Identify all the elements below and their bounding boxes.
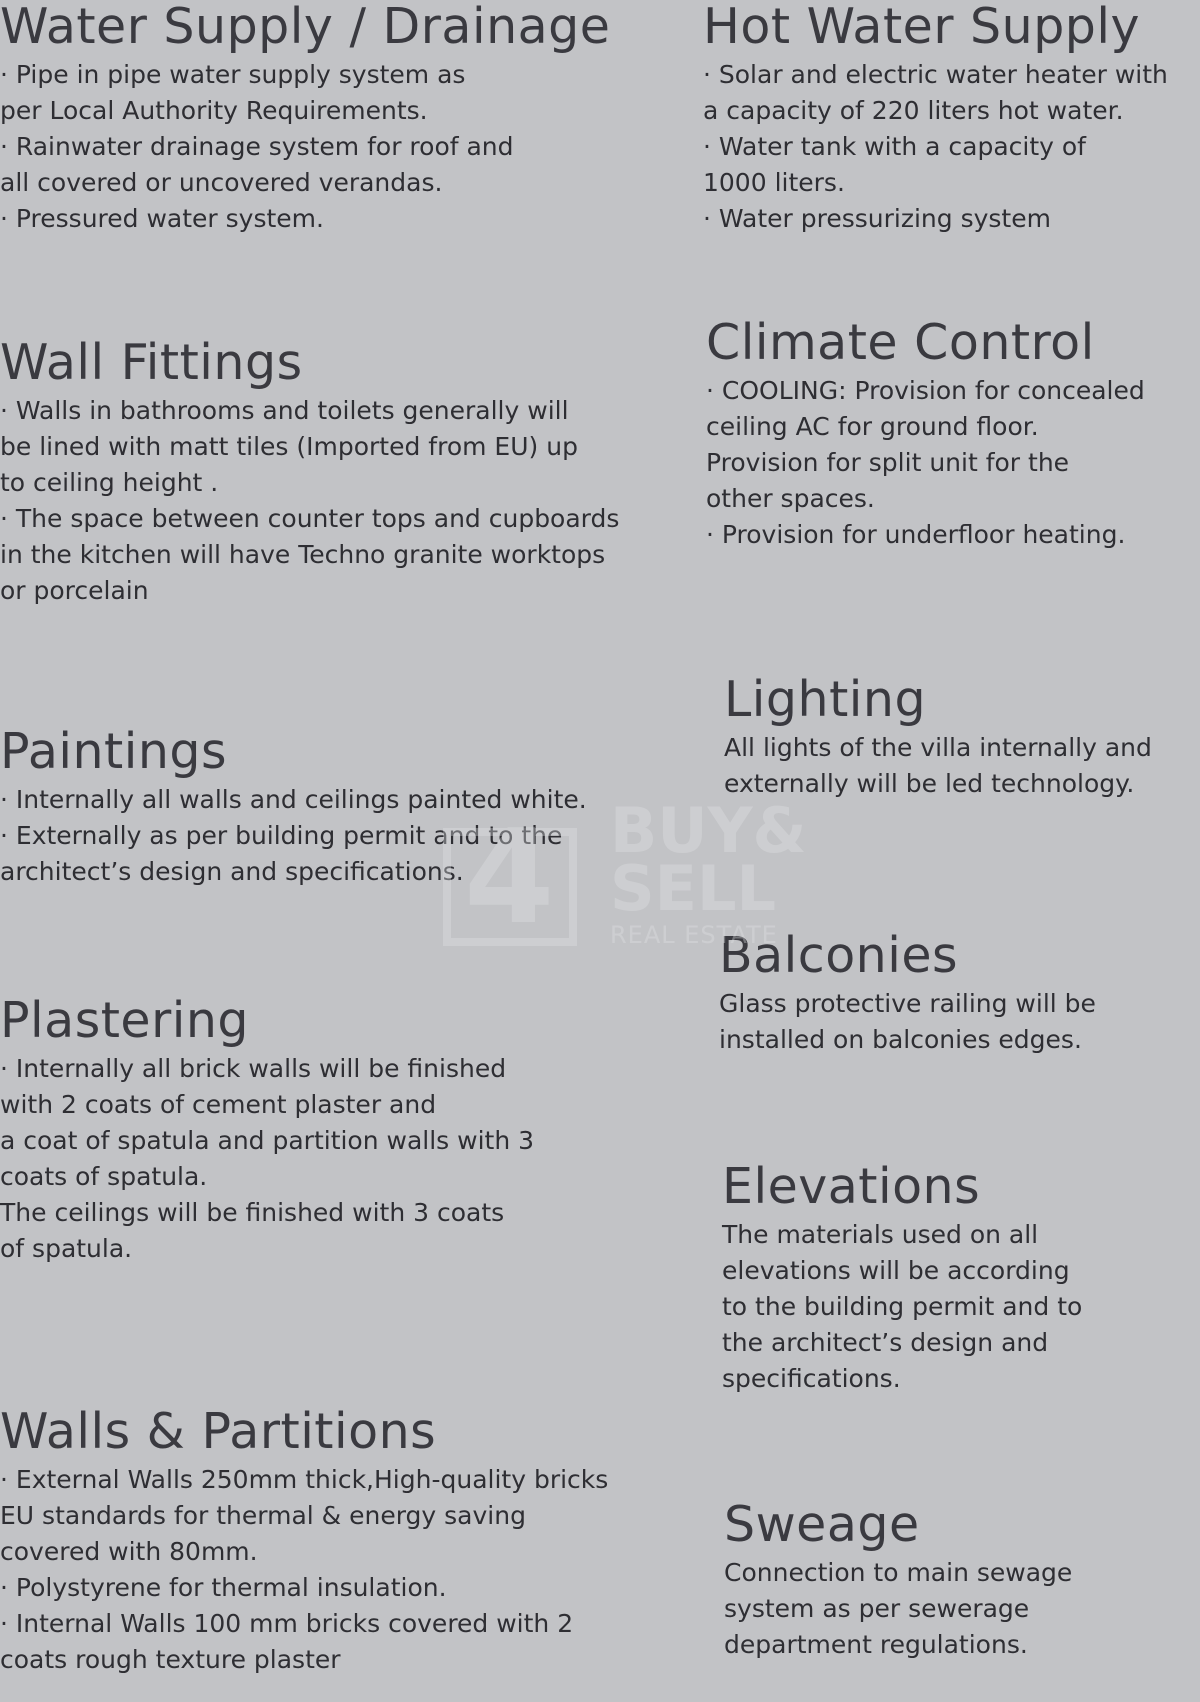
- section-title: Balconies: [719, 927, 959, 984]
- section-title: Paintings: [0, 723, 228, 780]
- section-title: Hot Water Supply: [703, 0, 1141, 55]
- section-line: elevations will be according: [722, 1255, 1070, 1285]
- watermark-line: BUY&: [610, 794, 807, 867]
- section-title: Water Supply / Drainage: [0, 0, 611, 55]
- section-line: ceiling AC for ground floor.: [706, 411, 1039, 441]
- section-plastering: [0, 992, 534, 1267]
- section-line: · The space between counter tops and cupboards: [0, 503, 620, 533]
- section-line: · Internal Walls 100 mm bricks covered with 2: [0, 1608, 574, 1638]
- section-line: Provision for split unit for the: [706, 447, 1070, 477]
- section-line: · Polystyrene for thermal insulation.: [0, 1572, 447, 1602]
- section-line: a capacity of 220 liters hot water.: [703, 95, 1124, 125]
- section-line: in the kitchen will have Techno granite worktops: [0, 539, 606, 569]
- section-line: department regulations.: [724, 1629, 1028, 1659]
- section-line: Connection to main sewage: [724, 1557, 1073, 1587]
- section-line: specifications.: [722, 1363, 901, 1393]
- section-line: of spatula.: [0, 1233, 133, 1263]
- section-line: to ceiling height .: [0, 467, 219, 497]
- section-wall-fittings: [0, 334, 619, 609]
- section-title: Wall Fittings: [0, 334, 303, 391]
- section-line: · Internally all brick walls will be finished: [0, 1053, 507, 1083]
- section-line: · COOLING: Provision for concealed: [706, 375, 1145, 405]
- section-line: · Provision for underfloor heating.: [706, 519, 1126, 549]
- section-line: or porcelain: [0, 575, 149, 605]
- section-line: Glass protective railing will be: [719, 988, 1096, 1018]
- section-line: · Pipe in pipe water supply system as: [0, 59, 466, 89]
- section-title: Plastering: [0, 992, 249, 1049]
- section-title: Lighting: [724, 671, 927, 728]
- section-water-supply: [0, 0, 610, 237]
- section-line: All lights of the villa internally and: [724, 732, 1152, 762]
- watermark-number: 4: [464, 801, 555, 953]
- section-line: the architect’s design and: [722, 1327, 1049, 1357]
- section-line: · Solar and electric water heater with: [703, 59, 1168, 89]
- section-line: · Pressured water system.: [0, 203, 324, 233]
- section-line: architect’s design and specifications.: [0, 856, 464, 886]
- section-line: be lined with matt tiles (Imported from EU) up: [0, 431, 578, 461]
- section-line: · Water pressurizing system: [703, 203, 1051, 233]
- section-line: to the building permit and to: [722, 1291, 1083, 1321]
- section-title: Sweage: [724, 1496, 920, 1553]
- section-line: installed on balconies edges.: [719, 1024, 1082, 1054]
- section-line: · Walls in bathrooms and toilets generally will: [0, 395, 569, 425]
- section-sweage: [724, 1496, 1072, 1663]
- section-line: EU standards for thermal & energy saving: [0, 1500, 526, 1530]
- section-line: system as per sewerage: [724, 1593, 1030, 1623]
- section-walls-partitions: [0, 1403, 608, 1678]
- section-hot-water: [703, 0, 1168, 237]
- section-lighting: [724, 671, 1152, 802]
- section-line: all covered or uncovered verandas.: [0, 167, 443, 197]
- watermark-line: SELL: [610, 852, 777, 925]
- section-line: · Rainwater drainage system for roof and: [0, 131, 514, 161]
- section-line: The ceilings will be finished with 3 coats: [0, 1197, 505, 1227]
- watermark-line: REAL ESTATE: [610, 921, 778, 949]
- section-title: Elevations: [722, 1158, 981, 1215]
- section-line: a coat of spatula and partition walls with 3: [0, 1125, 535, 1155]
- section-line: other spaces.: [706, 483, 875, 513]
- section-line: · Externally as per building permit and to the: [0, 820, 563, 850]
- section-line: per Local Authority Requirements.: [0, 95, 428, 125]
- section-title: Climate Control: [706, 314, 1095, 371]
- section-elevations: [722, 1158, 1082, 1397]
- section-line: 1000 liters.: [703, 167, 845, 197]
- section-climate-control: [706, 314, 1145, 553]
- section-line: · Internally all walls and ceilings painted white.: [0, 784, 587, 814]
- section-line: with 2 coats of cement plaster and: [0, 1089, 437, 1119]
- section-title: Walls & Partitions: [0, 1403, 437, 1460]
- section-line: · Water tank with a capacity of: [703, 131, 1086, 161]
- section-line: coats of spatula.: [0, 1161, 208, 1191]
- section-line: covered with 80mm.: [0, 1536, 258, 1566]
- section-line: externally will be led technology.: [724, 768, 1135, 798]
- section-line: The materials used on all: [722, 1219, 1039, 1249]
- section-line: coats rough texture plaster: [0, 1644, 341, 1674]
- section-line: · External Walls 250mm thick,High-quality bricks: [0, 1464, 609, 1494]
- watermark-logo: [440, 794, 807, 953]
